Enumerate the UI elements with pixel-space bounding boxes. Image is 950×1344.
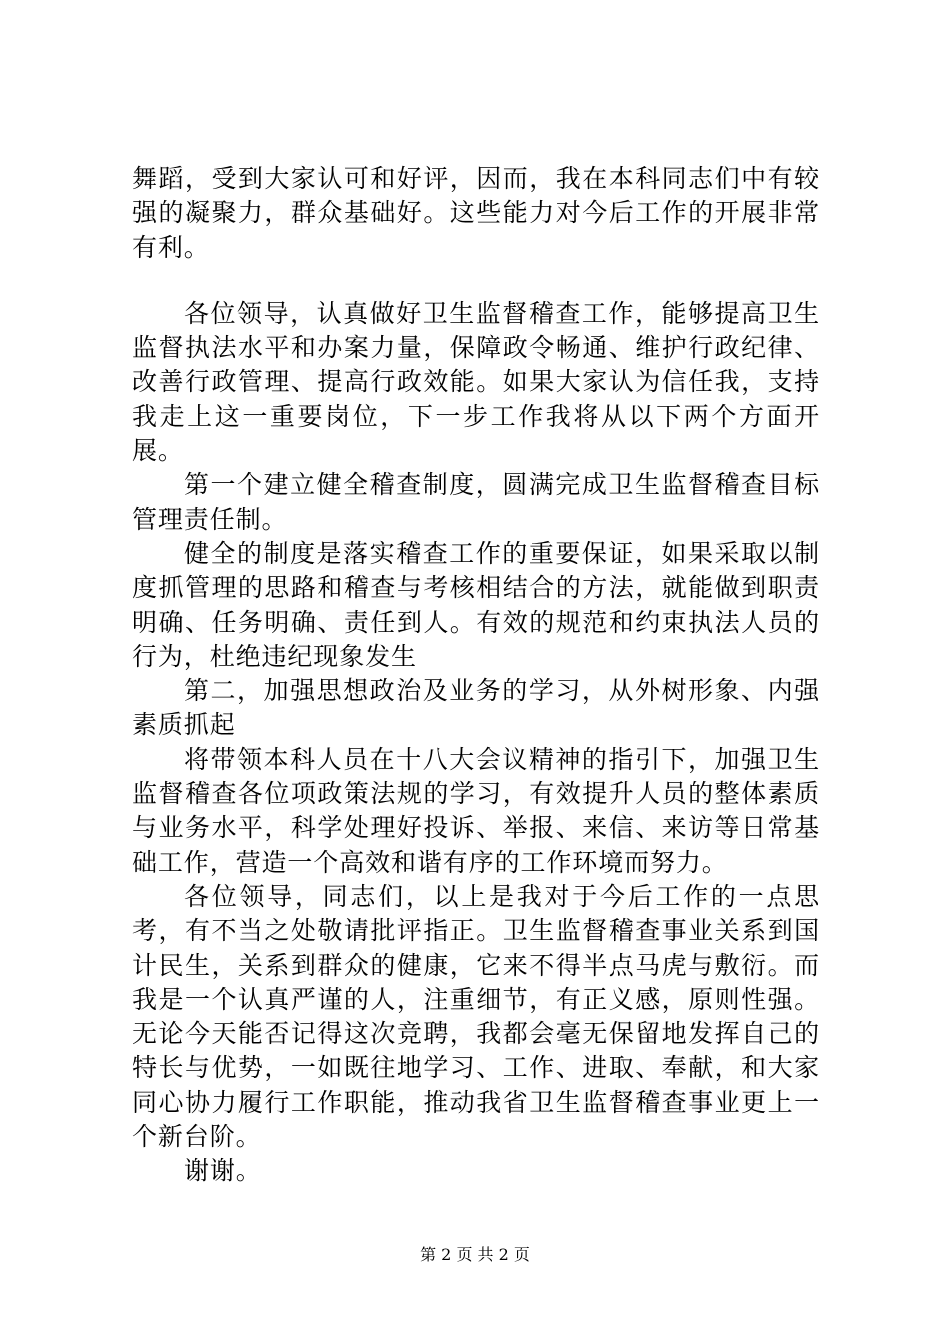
paragraph-thanks: 谢谢。 — [184, 1156, 262, 1186]
paragraph-point-one-heading: 第一个建立健全稽查制度，圆满完成卫生监督稽查目标管理责任制。 — [132, 470, 820, 534]
paragraph-closing: 各位领导，同志们，以上是我对于今后工作的一点思考，有不当之处敬请批评指正。卫生监督稽查事业关系到国计民生，关系到群众的健康，它来不得半点马虎与敷衍。而我是一个认真严谨的人，注重细节，有正义感，原则性强。无论今天能否记得这次竞聘，我都会毫无保留地发挥自己的特长与优势，一如既往地学习、工作、进取、奉献，和大家同心协力履行工作职能，推动我省卫生监督稽查事业更上一个新台阶。 — [132, 881, 820, 1152]
paragraph-point-two-heading: 第二，加强思想政治及业务的学习，从外树形象、内强素质抓起 — [132, 676, 820, 740]
paragraph-point-two-body: 将带领本科人员在十八大会议精神的指引下，加强卫生监督稽查各位项政策法规的学习，有效提升人员的整体素质与业务水平，科学处理好投诉、举报、来信、来访等日常基础工作，营造一个高效和谐有序的工作环境而努力。 — [132, 744, 820, 877]
document-body — [132, 162, 820, 1189]
paragraph-intro-work: 各位领导，认真做好卫生监督稽查工作，能够提高卫生监督执法水平和办案力量，保障政令畅通、维护行政纪律、改善行政管理、提高行政效能。如果大家认为信任我，支持我走上这一重要岗位，下一步工作我将从以下两个方面开展。 — [132, 298, 820, 466]
paragraph-continuation: 舞蹈，受到大家认可和好评，因而，我在本科同志们中有较强的凝聚力，群众基础好。这些能力对今后工作的开展非常有利。 — [132, 164, 820, 262]
paragraph-point-one-body: 健全的制度是落实稽查工作的重要保证，如果采取以制度抓管理的思路和稽查与考核相结合的方法，就能做到职责明确、任务明确、责任到人。有效的规范和约束执法人员的行为，杜绝违纪现象发生 — [132, 538, 820, 671]
page-number-footer: 第 2 页 共 2 页 — [420, 1245, 530, 1264]
